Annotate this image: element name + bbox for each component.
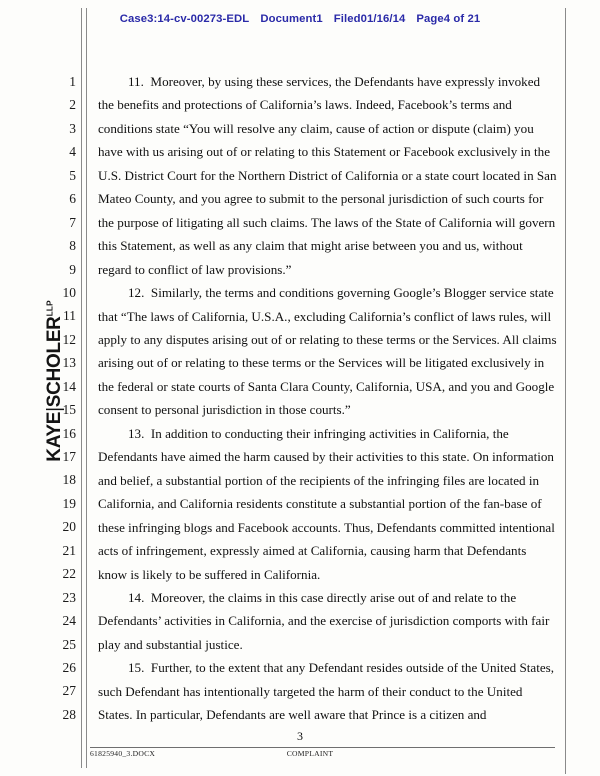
ecf-filing-stamp [0,13,600,25]
document-number: Document1 [260,13,323,25]
line-number: 18 [62,472,76,488]
footer-document-type: COMPLAINT [286,749,334,758]
line-number: 2 [69,97,76,113]
line-number: 9 [69,261,76,277]
line-number: 11 [63,308,76,324]
paragraph-15: 15. Further, to the extent that any Defendant resides outside of the United States, such Defendant has intentionally targeted the harm of their conduct to the United States. In particular, Defendants are well aware that Prince is a citizen and [98,660,555,723]
line-number: 13 [62,355,76,371]
line-number: 19 [62,495,76,511]
line-number: 7 [69,214,76,230]
line-number: 24 [62,613,76,629]
line-number: 26 [62,659,76,675]
document-body [98,70,558,727]
right-margin-rule [565,8,566,774]
line-number: 21 [62,542,76,558]
left-margin-rule-outer [81,8,82,768]
line-number: 4 [69,144,76,160]
line-number: 20 [62,519,76,535]
page-number: 3 [297,729,303,743]
line-number: 14 [62,378,76,394]
firm-name-separator: | [44,407,65,412]
firm-name-second: SCHOLER [44,316,65,408]
footer-document-filename: 61825940_3.DOCX [90,749,156,758]
paragraph-11: 11. Moreover, by using these services, the Defendants have expressly invoked the benefits and protections of California’s laws. Indeed, Facebook’s terms and conditions state “You will resolve any claim, cause of action or dispute (claim) you have with us arising out of or relating to this Statement or Facebook exclusively in the U.S. District Court for the Northern District of California or a state court located in San Mateo County, and you agree to submit to the personal jurisdiction of such courts for the purpose of litigating all such claims. The laws of the State of California will govern this Statement, as well as any claim that might arise between you and us, without regard to conflict of law provisions.” [98,74,557,277]
line-number: 28 [62,706,76,722]
line-number: 12 [62,331,76,347]
line-number: 25 [62,636,76,652]
paragraph-14: 14. Moreover, the claims in this case directly arise out of and relate to the Defendants’ activities in California, and the exercise of jurisdiction comports with fair play and substantial justice. [98,589,550,652]
footer [90,749,555,763]
line-number-gutter [50,70,76,726]
footer-divider [90,747,555,748]
case-number: Case3:14-cv-00273-EDL [119,13,250,25]
line-number: 6 [69,191,76,207]
line-number: 22 [62,566,76,582]
firm-name-suffix: LLP [44,300,55,317]
firm-name-first: KAYE [44,411,65,462]
line-number: 23 [62,589,76,605]
line-number: 15 [62,402,76,418]
line-number: 5 [69,167,76,183]
filed-date: Filed01/16/14 [333,13,406,25]
paragraph-12: 12. Similarly, the terms and conditions governing Google’s Blogger service state that “The laws of California, U.S.A., excluding California’s conflict of laws rules, will apply to any disputes arising out of or relating to these terms or the Services. All claims arising out of or relating to these terms or the Services will be litigated exclusively in the federal or state courts of Santa Clara County, California, USA, and you and Google consent to personal jurisdiction in those courts.” [98,285,557,418]
left-margin-rule-inner [86,8,87,768]
page-of-total: Page4 of 21 [416,13,481,25]
line-number: 17 [62,449,76,464]
line-number: 1 [69,74,76,89]
line-number: 3 [69,120,76,136]
paragraph-13: 13. In addition to conducting their infringing activities in California, the Defendants have aimed the harm caused by their activities to this state. On information and belief, a substantial portion of the recipients of the infringing files are located in California, and California residents constitute a substantial portion of the fan-base of these infringing blogs and Facebook accounts. Thus, Defendants committed intentional acts of infringement, expressly aimed at California, causing harm that Defendants know is likely to be suffered in California. [98,425,555,582]
line-number: 27 [62,683,76,699]
line-number: 10 [62,284,76,300]
line-number: 8 [69,238,76,254]
line-number: 16 [62,425,76,441]
